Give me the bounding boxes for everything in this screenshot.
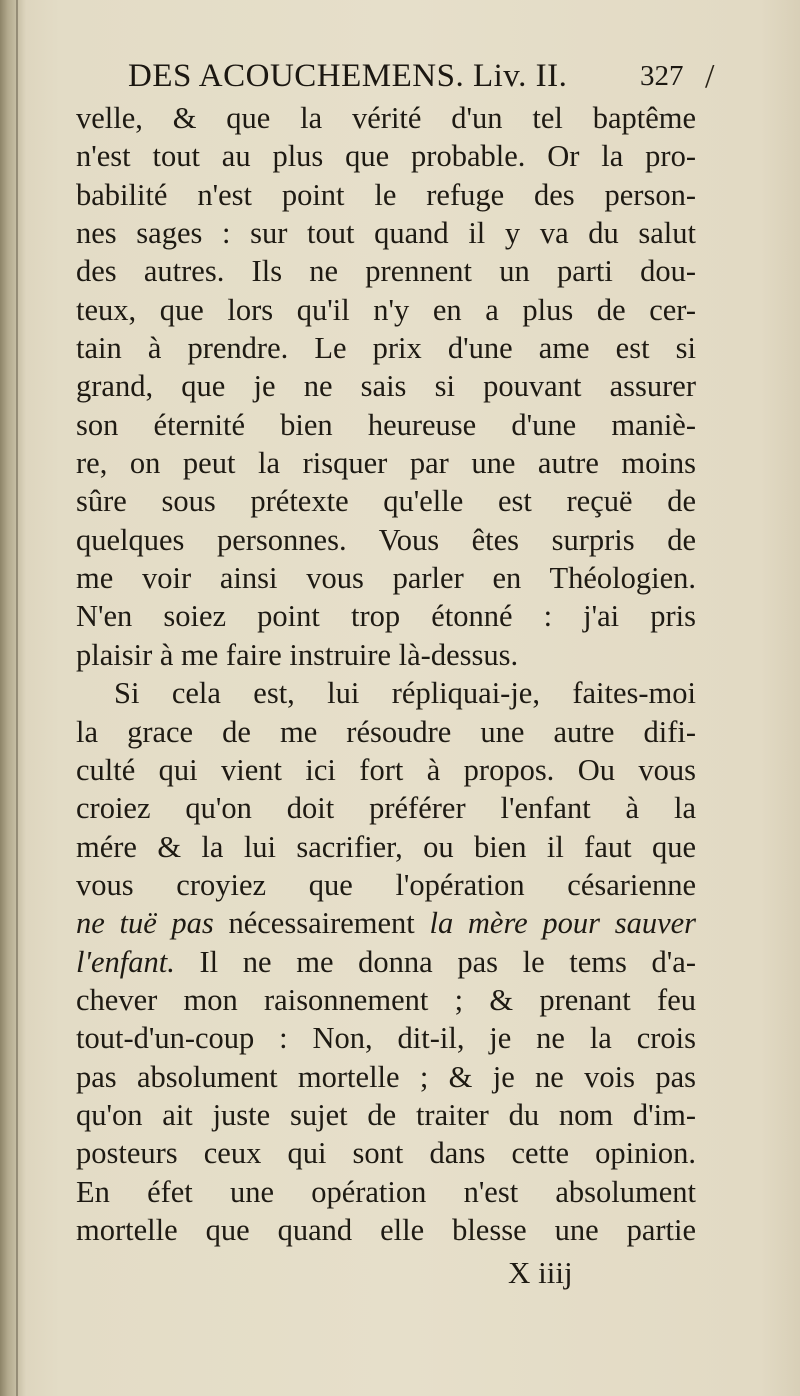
text-line: n'est tout au plus que probable. Or la pro- [76, 139, 696, 174]
gutter-line [16, 0, 18, 1396]
signature-mark: X iiij [508, 1255, 573, 1290]
text-line: velle, & que la vérité d'un tel baptême [76, 101, 696, 135]
text-line: N'en soiez point trop étonné : j'ai pris [76, 599, 696, 634]
text-line: tain à prendre. Le prix d'une ame est si [76, 331, 696, 366]
text-line-mixed [76, 904, 696, 942]
text-line: teux, que lors qu'il n'y en a plus de cer- [76, 292, 696, 327]
text-line: qu'on ait juste sujet de traiter du nom d'im- [76, 1097, 696, 1132]
text-line: Si cela est, lui répliquai-je, faites-moi [114, 676, 696, 711]
italic-text: ne tuë pas [76, 906, 214, 941]
text-line: la grace de me résoudre une autre difi- [76, 714, 696, 749]
page-number: 327 [640, 60, 684, 92]
text-line: plaisir à me faire instruire là-dessus. [76, 637, 519, 672]
running-head [0, 58, 800, 98]
text-line: posteurs ceux qui sont dans cette opinion. [76, 1136, 696, 1171]
text-line: babilité n'est point le refuge des person- [76, 177, 696, 212]
text-line: des autres. Ils ne prennent un parti dou- [76, 254, 696, 289]
text-line: tout-d'un-coup : Non, dit-il, je ne la crois [76, 1021, 696, 1056]
ink-mark: / [705, 58, 715, 95]
text-line: pas absolument mortelle ; & je ne vois pas [76, 1059, 696, 1094]
text-line: re, on peut la risquer par une autre moins [76, 446, 696, 481]
text-line: quelques personnes. Vous êtes surpris de [76, 522, 696, 557]
text-line: sûre sous prétexte qu'elle est reçuë de [76, 484, 696, 519]
body-text [76, 99, 696, 1249]
italic-text: l'enfant. [76, 944, 175, 979]
text-line: En éfet une opération n'est absolument [76, 1174, 696, 1209]
text-line: chever mon raisonnement ; & prenant feu [76, 982, 696, 1017]
text-line: mortelle que quand elle blesse une partie [76, 1212, 696, 1247]
roman-text: nécessairement [213, 906, 430, 941]
text-line: nes sages : sur tout quand il y va du salut [76, 216, 696, 251]
text-line: croiez qu'on doit préférer l'enfant à la [76, 791, 696, 826]
text-line: son éternité bien heureuse d'une maniè- [76, 407, 696, 442]
text-line: mére & la lui sacrifier, ou bien il faut que [76, 829, 696, 864]
text-line-mixed [76, 943, 696, 981]
text-line: culté qui vient ici fort à propos. Ou vous [76, 752, 696, 787]
text-line: grand, que je ne sais si pouvant assurer [76, 369, 696, 404]
italic-text: la mère pour sauver [429, 906, 697, 941]
running-head-title: DES ACOUCHEMENS. Liv. II. [128, 58, 568, 94]
text-line: vous croyiez que l'opération césarienne [76, 867, 696, 902]
page-gutter [0, 0, 26, 1396]
roman-text: Il ne me donna pas le tems d'a- [174, 944, 696, 979]
text-line: me voir ainsi vous parler en Théologien. [76, 561, 696, 596]
